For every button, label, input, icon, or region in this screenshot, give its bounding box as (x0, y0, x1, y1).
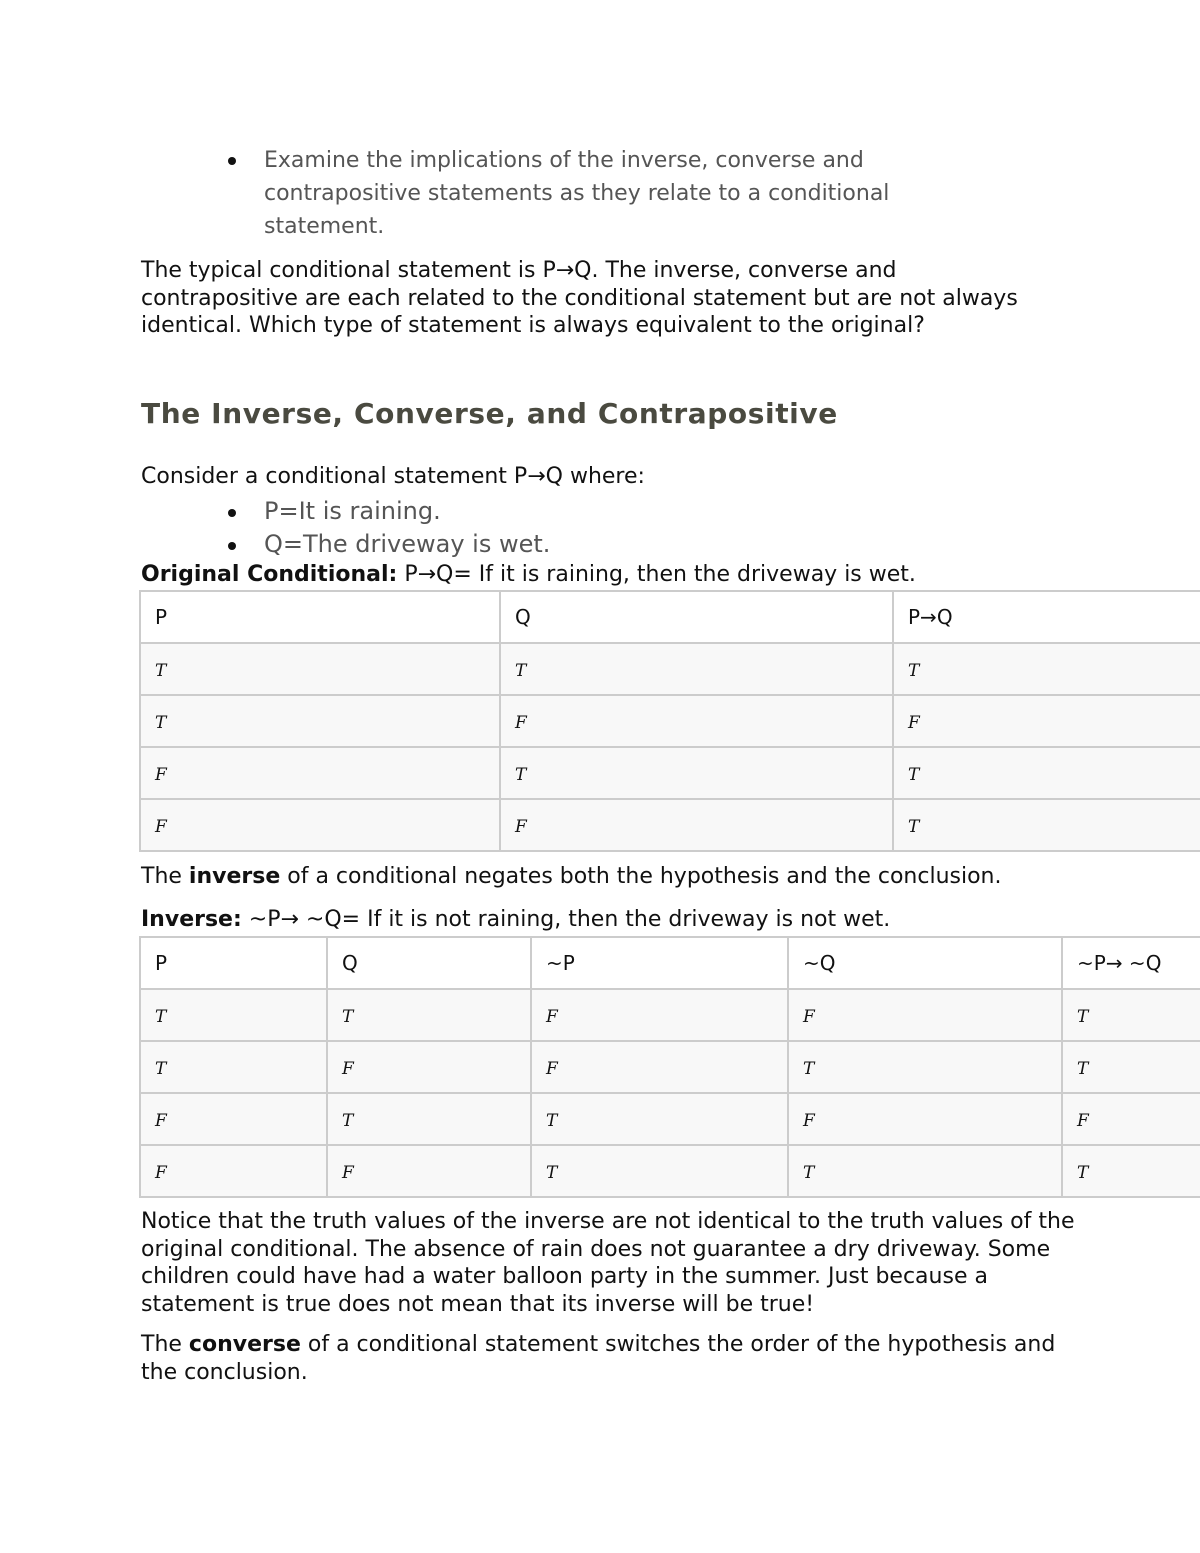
inverse-line (141, 906, 1191, 934)
original-expression: P→Q= (397, 562, 472, 587)
table-row (140, 695, 1200, 747)
converse-desc-after: of a conditional statement switches the order of the hypothesis and the conclusion. (141, 1332, 1056, 1385)
inverse-truth-table (139, 936, 1200, 1198)
table-row (140, 1093, 1200, 1145)
notice-paragraph: Notice that the truth values of the inverse are not identical to the truth values of the original conditional. The absence of rain does not guarantee a dry driveway. Some children could have had a water balloon party in the summer. Just because a statement is true does not mean that its inverse will be true! (141, 1209, 1075, 1317)
section-heading: The Inverse, Converse, and Contrapositive (141, 397, 838, 430)
table-cell: F (531, 989, 788, 1041)
table-cell: T (327, 1093, 531, 1145)
table-cell: F (140, 747, 500, 799)
intro-expression: P→Q (542, 258, 592, 283)
table-cell: T (140, 1041, 327, 1093)
table-cell: T (893, 799, 1200, 851)
table-cell: F (500, 695, 893, 747)
objectives-list (226, 144, 946, 243)
table-header-row (140, 591, 1200, 643)
inverse-desc-after: of a conditional negates both the hypothesis and the conclusion. (280, 864, 1002, 889)
intro-text-after: . The inverse, converse and contrapositive are each related to the conditional statement but are not always identical. Which type of statement is always equivalent to the original? (141, 258, 1018, 338)
table-cell: T (893, 747, 1200, 799)
original-conditional-line (141, 561, 1191, 589)
definitions-list (226, 495, 826, 561)
table-cell: T (140, 695, 500, 747)
table-cell: T (140, 643, 500, 695)
definition-q: Q=The driveway is wet. (226, 528, 826, 561)
table-cell: T (893, 643, 1200, 695)
objective-item: Examine the implications of the inverse, converse and contrapositive statements as they relate to a conditional statement. (226, 144, 946, 243)
table-cell: F (327, 1145, 531, 1197)
table-cell: T (140, 989, 327, 1041)
consider-expression: P→Q (513, 464, 563, 489)
table-cell: T (788, 1041, 1062, 1093)
table-row (140, 1041, 1200, 1093)
table-cell: F (140, 799, 500, 851)
table-cell: T (500, 747, 893, 799)
table-cell: F (1062, 1093, 1200, 1145)
original-label: Original Conditional: (141, 562, 398, 587)
header-cell: Q (500, 591, 893, 643)
header-cell: P (140, 591, 500, 643)
original-truth-table (139, 590, 1200, 852)
intro-text-before: The typical conditional statement is (141, 258, 543, 283)
table-cell: F (531, 1041, 788, 1093)
converse-description (141, 1331, 1081, 1386)
table-row (140, 1145, 1200, 1197)
header-cell: ~Q (788, 937, 1062, 989)
table-cell: T (531, 1145, 788, 1197)
converse-term: converse (188, 1332, 301, 1357)
table-cell: T (327, 989, 531, 1041)
intro-paragraph (141, 257, 1021, 340)
table-cell: T (531, 1093, 788, 1145)
header-cell: P→Q (893, 591, 1200, 643)
table-cell: T (1062, 1041, 1200, 1093)
inverse-expression: ~P→ ~Q= (241, 907, 361, 932)
table-row (140, 989, 1200, 1041)
table-cell: F (500, 799, 893, 851)
table-row (140, 747, 1200, 799)
consider-text-after: where: (562, 464, 645, 489)
inverse-sentence: If it is not raining, then the driveway is not wet. (360, 907, 891, 932)
definition-p: P=It is raining. (226, 495, 826, 528)
header-cell: P (140, 937, 327, 989)
converse-desc-before: The (141, 1332, 189, 1357)
table-cell: F (788, 1093, 1062, 1145)
inverse-label: Inverse: (141, 907, 242, 932)
inverse-desc-before: The (141, 864, 189, 889)
consider-text-before: Consider a conditional statement (141, 464, 514, 489)
table-cell: T (1062, 1145, 1200, 1197)
inverse-description (141, 863, 1191, 891)
table-header-row (140, 937, 1200, 989)
inverse-term: inverse (188, 864, 281, 889)
table-cell: T (500, 643, 893, 695)
header-cell: ~P (531, 937, 788, 989)
table-row (140, 643, 1200, 695)
table-row (140, 799, 1200, 851)
table-cell: F (327, 1041, 531, 1093)
table-cell: T (1062, 989, 1200, 1041)
table-cell: T (788, 1145, 1062, 1197)
consider-paragraph (141, 463, 1041, 491)
table-cell: F (140, 1093, 327, 1145)
header-cell: Q (327, 937, 531, 989)
original-sentence: If it is raining, then the driveway is wet. (471, 562, 916, 587)
table-cell: F (788, 989, 1062, 1041)
table-cell: F (893, 695, 1200, 747)
header-cell: ~P→ ~Q (1062, 937, 1200, 989)
table-cell: F (140, 1145, 327, 1197)
